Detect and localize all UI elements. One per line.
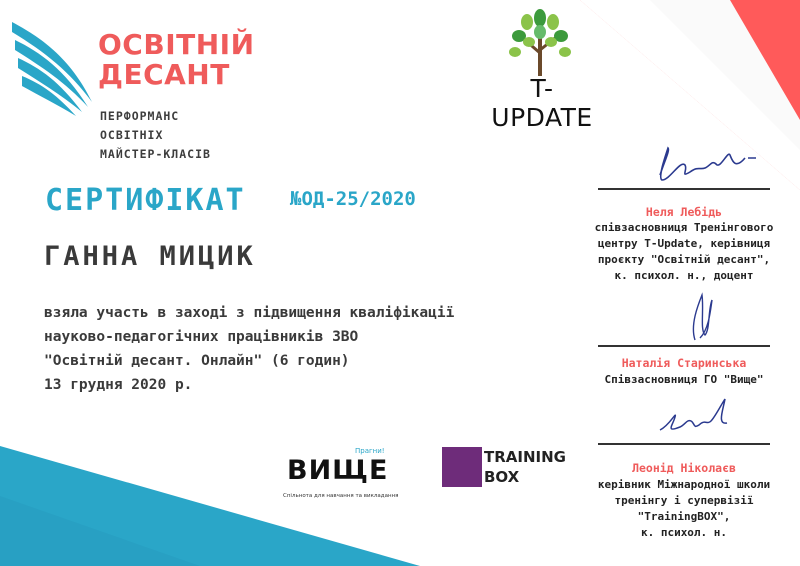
signature-2-line — [598, 345, 770, 347]
certificate-description: взяла участь в заході з підвищення кваліфікації науково-педагогічних працівників ЗВО "Освітній десант. Онлайн" (6 годин) 13 грудня 2020 р. — [44, 305, 455, 393]
signatory-2-name: Наталія Старинська — [621, 356, 747, 370]
vyshe-tagline: Прагни! — [355, 447, 385, 455]
vyshe-logo-text: ВИЩЕ — [287, 455, 389, 486]
tree-logo-icon — [505, 8, 575, 78]
tupdate-logo-text: T-UPDATE — [491, 74, 593, 132]
wings-logo-icon — [10, 12, 95, 122]
trainingbox-logo-square — [442, 447, 482, 487]
signature-3-line — [598, 443, 770, 445]
signature-3-icon — [655, 395, 735, 440]
certificate-title: СЕРТИФІКАТ — [45, 183, 246, 218]
signatory-3-name: Леонід Ніколаєв — [632, 461, 736, 475]
vyshe-subtitle: Спільнота для навчання та викладання — [283, 493, 399, 499]
brand-subtitle: ПЕРФОРМАНС ОСВІТНІХ МАЙСТЕР-КЛАСІВ — [100, 109, 211, 161]
signatory-2-role: Співзасновниця ГО "Вище" — [604, 373, 764, 386]
signatory-1-role: співзасновниця Тренінгового центру T-Update, керівниця проєкту "Освітній десант", к. психол. н., доцент — [594, 221, 774, 282]
signatory-3-role: керівник Міжнародної школи тренінгу і супервізії "TrainingBOX", к. психол. н. — [597, 478, 771, 539]
trainingbox-logo-text: TRAINING BOX — [484, 448, 566, 486]
signatory-1-name: Неля Лебідь — [645, 205, 723, 219]
brand-title: ОСВІТНІЙ ДЕСАНТ — [98, 28, 255, 91]
signature-2-icon — [680, 290, 720, 345]
certificate-number: №ОД-25/2020 — [290, 188, 416, 210]
signature-1-line — [598, 188, 770, 190]
signature-1-icon — [650, 140, 760, 188]
recipient-name: ГАННА МИЦИК — [44, 241, 256, 272]
